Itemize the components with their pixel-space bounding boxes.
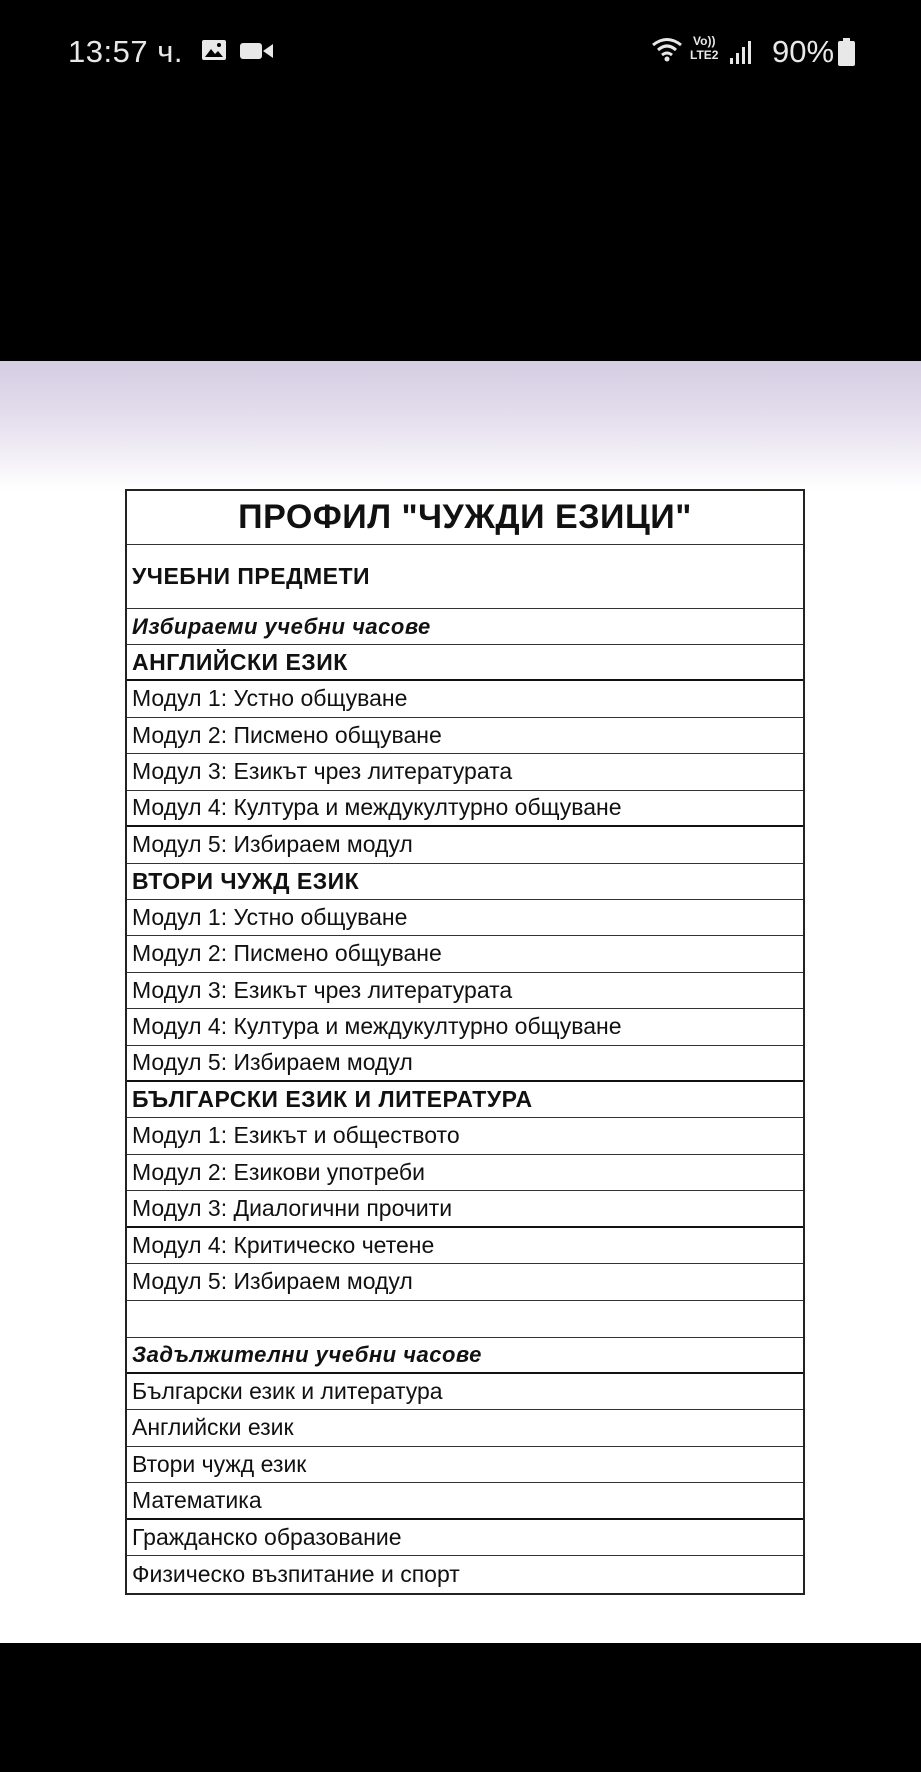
table-title: ПРОФИЛ "ЧУЖДИ ЕЗИЦИ" [127,491,803,545]
curriculum-table [125,489,805,1595]
table-row: Гражданско образование [127,1520,803,1557]
table-row: Физическо възпитание и спорт [132,1560,460,1587]
table-row: Модул 1: Езикът и обществото [127,1118,803,1155]
table-row: Български език и литература [127,1374,803,1411]
section-bulgarian: БЪЛГАРСКИ ЕЗИК И ЛИТЕРАТУРА [127,1082,803,1118]
volte-bottom: LTE2 [690,48,719,62]
video-icon [240,42,273,60]
battery-percentage: 90% [772,34,835,69]
gallery-icon [201,39,227,61]
status-time: 13:57 ч. [68,34,183,69]
battery-icon [838,38,855,66]
status-bar [0,0,921,100]
volte-top: Vo)) [693,34,716,48]
document-image [0,361,921,1643]
table-row: Модул 5: Избираем модул [127,827,803,864]
signal-icon [730,40,752,64]
table-row: Модул 3: Диалогични прочити [127,1191,803,1228]
table-row: Модул 2: Писмено общуване [127,936,803,973]
table-row: Втори чужд език [127,1447,803,1484]
mandatory-header: Задължителни учебни часове [127,1338,803,1374]
wifi-icon [651,37,683,63]
table-row: Модул 1: Устно общуване [127,900,803,937]
table-row: Модул 4: Критическо четене [127,1228,803,1265]
table-row: Модул 4: Култура и междукултурно общуване [127,1009,803,1046]
table-row: Математика [127,1483,803,1520]
volte-indicator [690,34,718,62]
table-row: Модул 2: Писмено общуване [127,718,803,755]
section-english: АНГЛИЙСКИ ЕЗИК [127,645,803,681]
elective-header: Избираеми учебни часове [127,609,803,645]
table-row: Модул 4: Култура и междукултурно общуване [127,791,803,828]
section-second-language: ВТОРИ ЧУЖД ЕЗИК [127,864,803,900]
empty-row [127,1301,803,1338]
table-row: Модул 5: Избираем модул [127,1264,803,1301]
table-row: Модул 3: Езикът чрез литературата [127,754,803,791]
subjects-header: УЧЕБНИ ПРЕДМЕТИ [127,545,803,609]
table-row: Модул 2: Езикови употреби [127,1155,803,1192]
table-row: Английски език [127,1410,803,1447]
table-row: Модул 5: Избираем модул [127,1046,803,1083]
table-row: Модул 1: Устно общуване [127,681,803,718]
table-row: Модул 3: Езикът чрез литературата [127,973,803,1010]
